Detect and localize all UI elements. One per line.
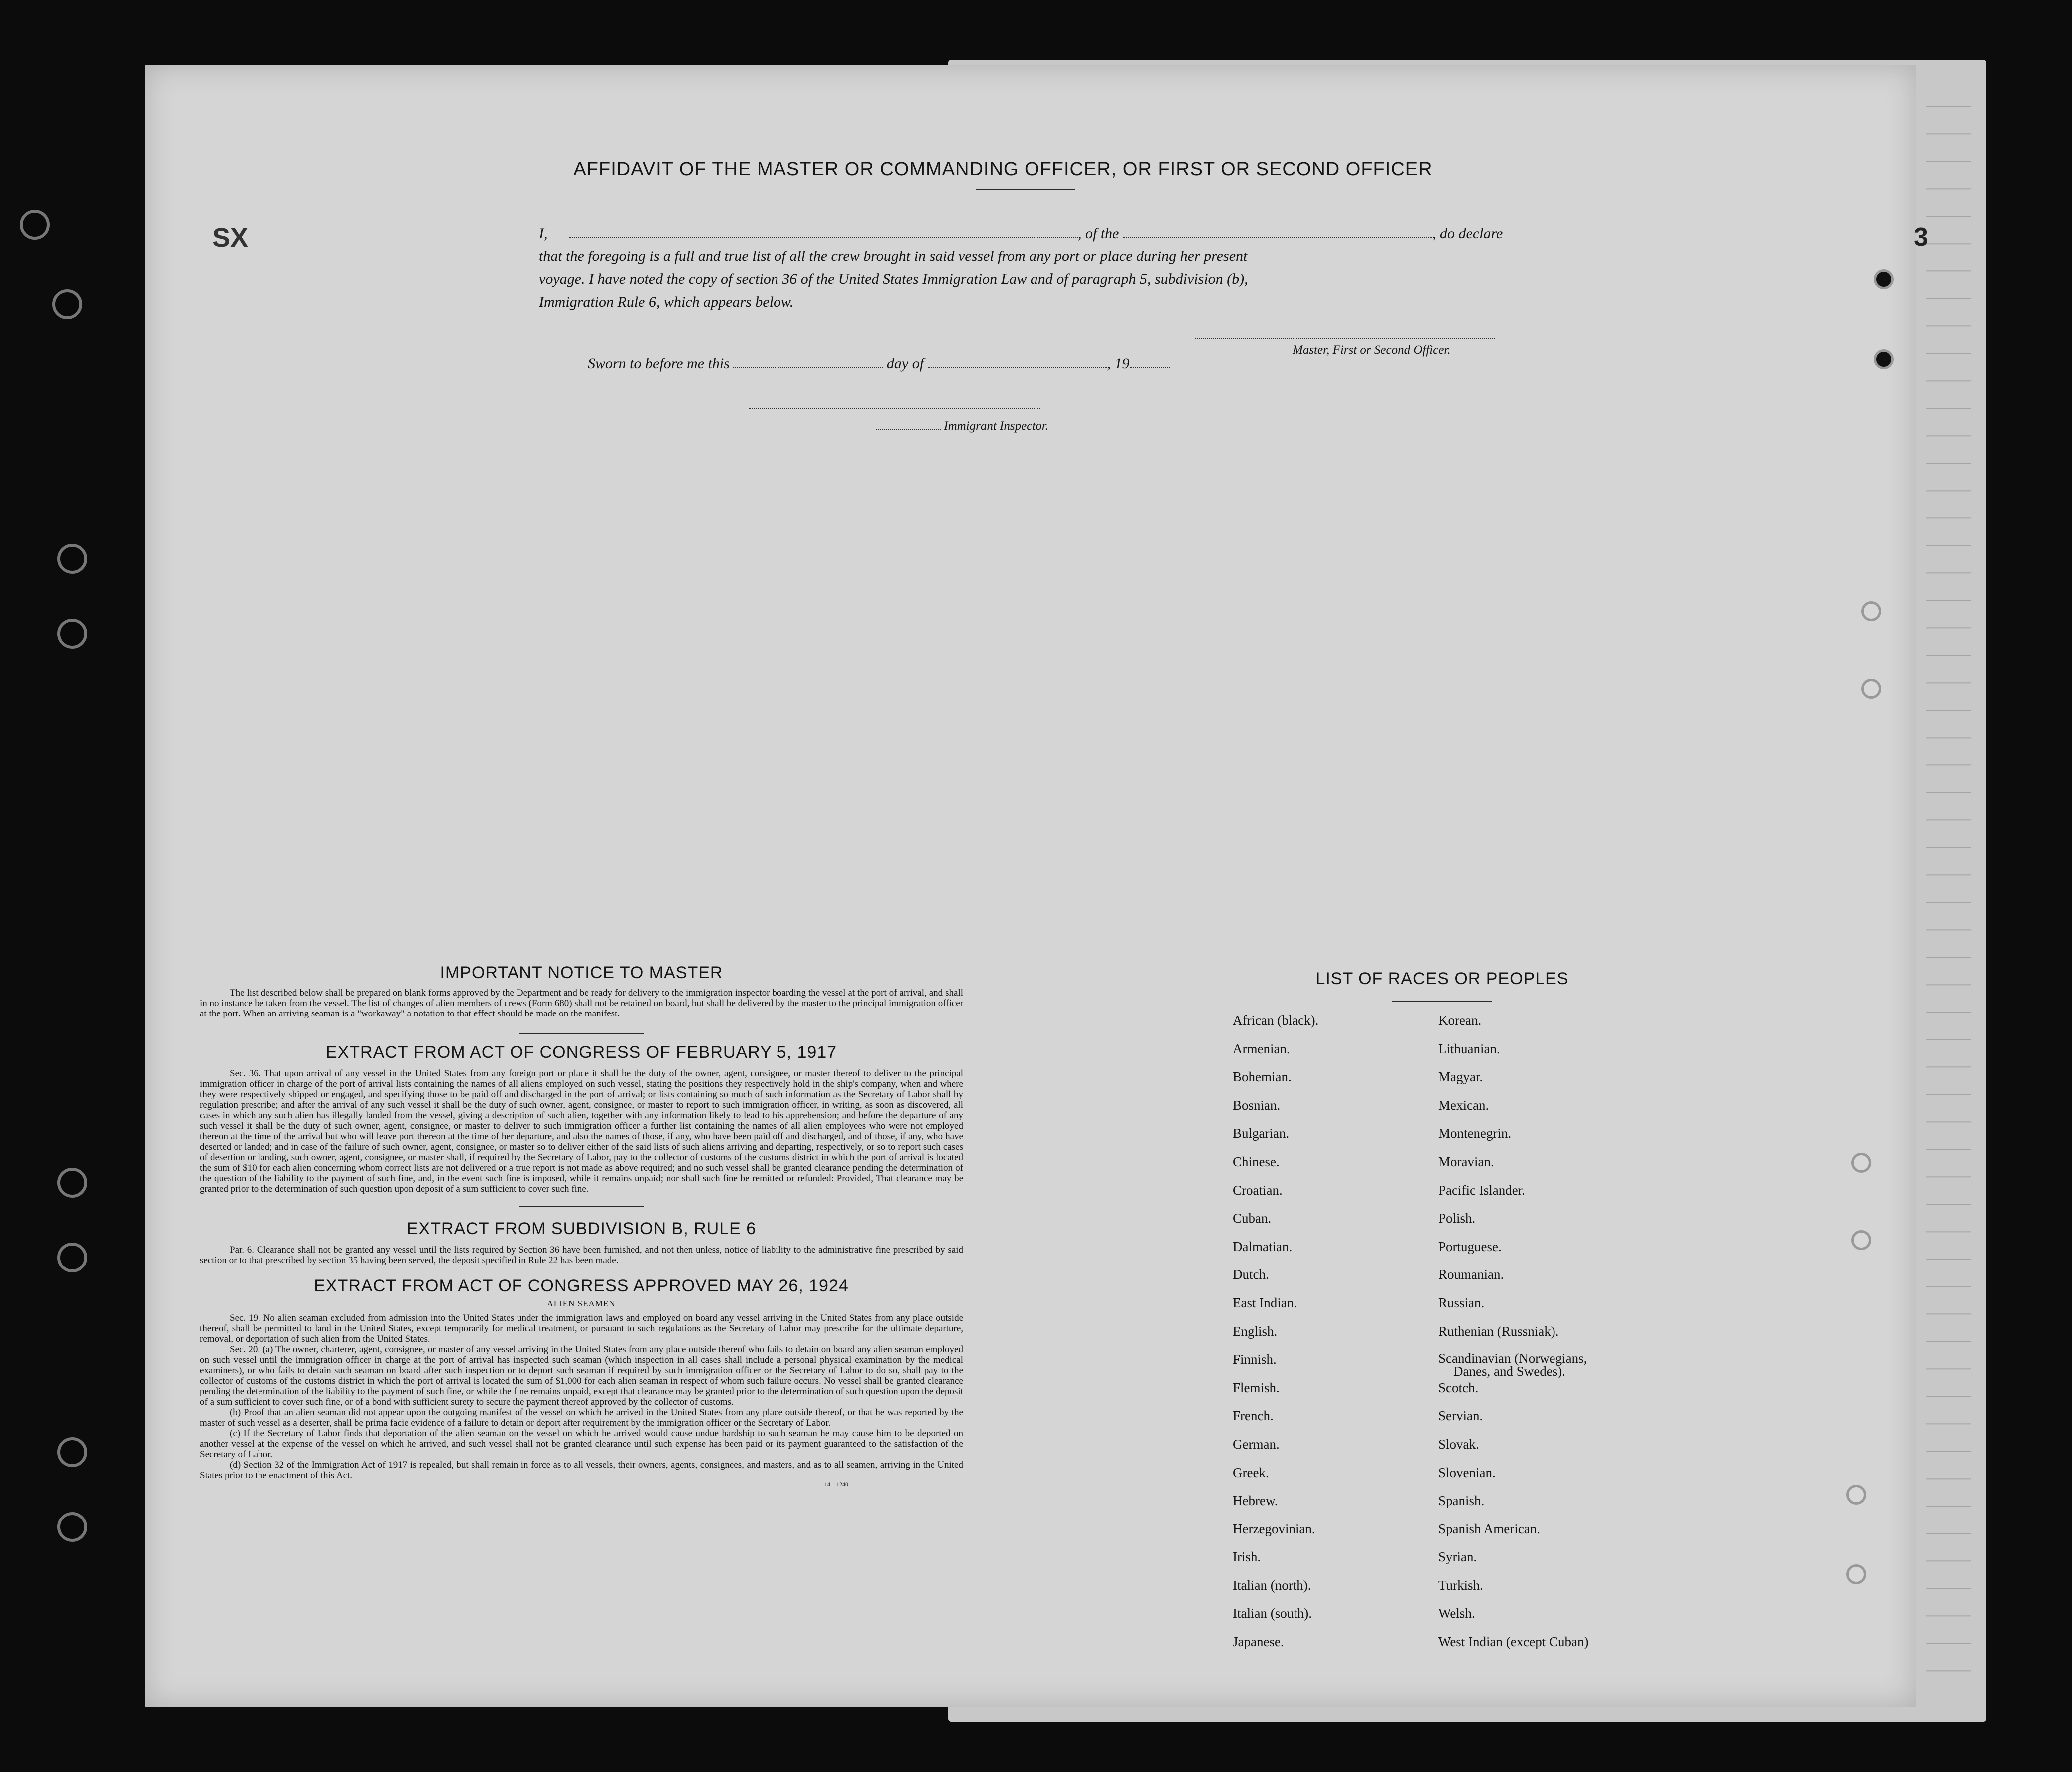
race-item: Flemish. xyxy=(1233,1380,1280,1395)
race-item xyxy=(1438,1211,1658,1239)
punch-hole-icon xyxy=(1874,269,1894,289)
race-item-label: Scandinavian (Norwegians, xyxy=(1438,1351,1587,1366)
race-item-label: Syrian. xyxy=(1438,1549,1477,1565)
notice-body: The list described below shall be prepared on blank forms approved by the Department and be ready for delivery to the immigration inspector boarding the vessel at the port of arrival, and shall in no instance be taken from the vessel. The list of changes of alien members of crews (Form 680) shall not be retained on board, but shall be delivered by the master to the principal immigration officer at the port. When an arriving seaman is a "workaway" a notation to that effect should be made on the manifest. xyxy=(200,988,963,1019)
race-item-label: Mexican. xyxy=(1438,1097,1489,1113)
inspector-prefix-blank xyxy=(876,429,941,430)
race-item xyxy=(1438,1521,1658,1550)
race-item-label: Pacific Islander. xyxy=(1438,1182,1525,1198)
race-item-label: Portuguese. xyxy=(1438,1239,1502,1254)
race-item-label: Slovenian. xyxy=(1438,1465,1496,1480)
race-item xyxy=(1438,1295,1658,1324)
race-item-continuation: Danes, and Swedes). xyxy=(1453,1364,1565,1379)
divider xyxy=(519,1206,644,1207)
extract-1917-title: EXTRACT FROM ACT OF CONGRESS OF FEBRUARY 5, 1917 xyxy=(325,1043,837,1062)
punch-hole-icon xyxy=(57,544,87,574)
race-item-label: Magyar. xyxy=(1438,1069,1483,1085)
extract-1924-subtitle: ALIEN SEAMEN xyxy=(547,1299,616,1308)
race-item: African (black). xyxy=(1233,1013,1319,1028)
race-item xyxy=(1438,1578,1658,1606)
race-item: Armenian. xyxy=(1233,1041,1290,1056)
affidavit-declaration xyxy=(539,222,1522,314)
race-item: Dutch. xyxy=(1233,1267,1269,1282)
punch-hole-icon xyxy=(52,289,82,319)
race-item xyxy=(1438,1239,1658,1267)
punch-hole-icon xyxy=(1874,349,1894,369)
rule-6-title: EXTRACT FROM SUBDIVISION B, RULE 6 xyxy=(406,1219,757,1238)
declaration-line-2: that the foregoing is a full and true list of all the crew brought in said vessel from any port or place during her present xyxy=(539,248,1248,264)
race-item-label: Welsh. xyxy=(1438,1606,1475,1621)
punch-hole-icon xyxy=(57,1512,87,1542)
extract-1917-body: Sec. 36. That upon arrival of any vessel in the United States from any foreign port or place it shall be the duty of the owner, agent, consignee, or master thereof to deliver to the principal immigration officer in charge of the port of arrival lists containing the names of all aliens employed on such vessel, stating the positions they respectively hold in the ship's company, when and where they were respectively shipped or engaged, and specifying those to be paid off and discharged in the port of arrival; or lists containing so much of such information as the Secretary of Labor shall by regulation prescribe; and after the arrival of any such vessel it shall be the duty of such owner, agent, consignee, or master to report to such immigration officer, in writing, as soon as discovered, all cases in which any such alien has illegally landed from the vessel, giving a description of such alien, together with any information likely to lead to his apprehension; and before the departure of any such vessel it shall be the duty of such owner, agent, consignee, or master to deliver to such immigration officer a further list containing the names of all alien employees who were not employed thereon at the time of the arrival but who will leave port thereon at the time of her departure, and also the names of those, if any, who have been paid off and discharged, and of those, if any, who have deserted or landed; and in case of the failure of such owner, agent, consignee, or master so to deliver either of the said lists of such aliens arriving and departing, respectively, or so to report such cases of desertion or landing, such owner, agent, consignee, or master shall, if required by the Secretary of Labor, pay to the collector of customs of the customs district in which the port of arrival is located the sum of $10 for each alien concerning whom correct lists are not delivered or a true report is not made as above required; and no such vessel shall be granted clearance pending the determination of the question of the liability to the payment of such fine, and, in the event such fine is imposed, while it remains unpaid; nor shall such fine be remitted or refunded: Provided, That clearance may be granted prior to the determination of such question upon deposit of a sum sufficient to cover such fine. xyxy=(200,1068,963,1194)
race-item: Italian (north). xyxy=(1233,1577,1311,1593)
race-item-label: Scotch. xyxy=(1438,1380,1479,1395)
race-item: Bohemian. xyxy=(1233,1069,1292,1085)
sworn-month-blank xyxy=(928,367,1107,368)
punch-hole-icon xyxy=(1851,1230,1871,1250)
declaration-line-1 xyxy=(539,222,1522,245)
race-item xyxy=(1438,1041,1658,1070)
race-item-label: Slovak. xyxy=(1438,1436,1479,1452)
punch-hole-icon xyxy=(20,210,50,240)
races-right-column xyxy=(1438,1013,1658,1663)
race-item xyxy=(1438,1267,1658,1295)
race-item xyxy=(1438,1183,1658,1211)
race-item: East Indian. xyxy=(1233,1295,1297,1310)
corner-mark-left: SX xyxy=(212,223,249,253)
race-item: German. xyxy=(1233,1436,1280,1452)
race-item-label: West Indian (except Cuban) xyxy=(1438,1634,1589,1650)
race-item xyxy=(1438,1465,1658,1494)
name-blank xyxy=(569,237,1078,238)
notices-column xyxy=(200,963,963,1488)
race-item: English. xyxy=(1233,1323,1278,1339)
race-item-label: Moravian. xyxy=(1438,1154,1494,1169)
vessel-blank xyxy=(1123,237,1432,238)
race-item: Irish. xyxy=(1233,1549,1261,1565)
race-item xyxy=(1438,1606,1658,1634)
signature-blank xyxy=(1195,338,1495,339)
rule-6-body: Par. 6. Clearance shall not be granted any vessel until the lists required by Section 36 have been furnished, and not then unless, notice of liability to the administrative fine prescribed by said section or to that prescribed by section 35 having been served, the deposit specified in Rule 22 has been made. xyxy=(200,1245,963,1266)
race-item xyxy=(1438,1098,1658,1126)
races-title-rule xyxy=(1392,1001,1492,1002)
declaration-i: I, xyxy=(539,225,548,242)
title-rule xyxy=(976,189,1075,190)
race-item: Dalmatian. xyxy=(1233,1239,1293,1254)
race-item: Finnish. xyxy=(1233,1352,1277,1367)
race-item-label: Servian. xyxy=(1438,1408,1483,1424)
race-item: Greek. xyxy=(1233,1465,1269,1480)
sec-19: Sec. 19. No alien seaman excluded from admission into the United States under the immigration laws and employed on board any vessel arriving in the United States from any place outside thereof, shall be permitted to land in the United States, except temporarily for medical treatment, or pursuant to such regulations as the Secretary of Labor may prescribe for the ultimate departure, removal, or deportation of such alien from the United States. xyxy=(200,1313,963,1344)
race-item: French. xyxy=(1233,1408,1274,1424)
race-item: Bulgarian. xyxy=(1233,1126,1290,1141)
race-item xyxy=(1438,1013,1658,1041)
punch-hole-icon xyxy=(1861,601,1881,621)
race-item xyxy=(1438,1493,1658,1521)
race-item xyxy=(1438,1352,1658,1380)
race-item-label: Lithuanian. xyxy=(1438,1041,1500,1056)
punch-hole-icon xyxy=(1846,1485,1866,1505)
sworn-line xyxy=(588,355,1170,372)
inspector-blank xyxy=(749,408,1040,409)
punch-hole-icon xyxy=(57,1437,87,1467)
race-item: Herzegovinian. xyxy=(1233,1521,1315,1536)
race-item xyxy=(1438,1408,1658,1437)
sworn-year: , 19 xyxy=(1107,355,1130,372)
sworn-prefix: Sworn to before me this xyxy=(588,355,730,372)
races-title: LIST OF RACES OR PEOPLES xyxy=(1315,969,1569,988)
punch-hole-icon xyxy=(1846,1564,1866,1584)
race-item-label: Spanish American. xyxy=(1438,1521,1540,1536)
declaration-line-4: Immigration Rule 6, which appears below. xyxy=(539,294,794,310)
inspector-line xyxy=(876,419,1048,433)
race-item xyxy=(1438,1126,1658,1154)
race-item: Italian (south). xyxy=(1233,1606,1312,1621)
sworn-year-blank xyxy=(1130,367,1170,368)
corner-mark-right: 3 xyxy=(1914,223,1928,252)
race-item-label: Korean. xyxy=(1438,1013,1482,1028)
punch-hole-icon xyxy=(57,1243,87,1272)
signature-label: Master, First or Second Officer. xyxy=(1293,343,1451,357)
race-item xyxy=(1438,1324,1658,1352)
race-item: Cuban. xyxy=(1233,1211,1272,1226)
race-item: Hebrew. xyxy=(1233,1493,1278,1509)
race-item xyxy=(1438,1380,1658,1409)
race-item-label: Roumanian. xyxy=(1438,1267,1504,1282)
race-item-label: Spanish. xyxy=(1438,1493,1485,1509)
declaration-do-declare: , do declare xyxy=(1432,225,1503,242)
race-item xyxy=(1438,1437,1658,1465)
punch-hole-icon xyxy=(57,1168,87,1198)
punch-hole-icon xyxy=(1861,679,1881,699)
sec-20a: Sec. 20. (a) The owner, charterer, agent, consignee, or master of any vessel arriving in the United States from any place outside thereof who fails to detain on board any alien seaman employed on such vessel until the immigration officer in charge at the port of arrival has inspected such seaman (which inspection in all cases shall include a personal physical examination by the medical examiners), or who fails to detain such seaman on board after such inspection or to deport such seaman if required by such immigration officer or the Secretary of Labor to do so, shall pay to the collector of customs of the customs district in which the port of arrival is located the sum of $1,000 for each alien seaman in respect of whom such failure occurs. No vessel shall be granted clearance pending the determination of the liability to the payment of such fine, or while the fine remains unpaid, except that clearance may be granted prior to the determination of such question upon the deposit of a sum sufficient to cover such fine, or of a bond with sufficient surety to secure the payment thereof approved by the collector of customs. xyxy=(200,1344,963,1407)
affidavit-title: AFFIDAVIT OF THE MASTER OR COMMANDING OFFICER, OR FIRST OR SECOND OFFICER xyxy=(573,159,1433,180)
race-item-label: Polish. xyxy=(1438,1211,1476,1226)
race-item xyxy=(1438,1154,1658,1183)
race-item: Bosnian. xyxy=(1233,1097,1281,1113)
sec-20b: (b) Proof that an alien seaman did not appear upon the outgoing manifest of the vessel on which he arrived in the United States from any place outside thereof, or that he was reported by the master of such vessel as a deserter, shall be prima facie evidence of a failure to detain or deport after requirement by the immigration officer or the Secretary of Labor. xyxy=(200,1407,963,1428)
race-item-label: Ruthenian (Russniak). xyxy=(1438,1323,1559,1339)
back-sheet-ruled-edge xyxy=(1926,80,1971,1677)
form-number: 14—1240 xyxy=(824,1481,848,1488)
divider xyxy=(519,1033,644,1034)
punch-hole-icon xyxy=(57,619,87,649)
races-left-column xyxy=(1233,1013,1452,1663)
extract-1924-title: EXTRACT FROM ACT OF CONGRESS APPROVED MAY 26, 1924 xyxy=(314,1276,849,1295)
declaration-line-3: voyage. I have noted the copy of section 36 of the United States Immigration Law and of paragraph 5, subdivision (b), xyxy=(539,271,1248,287)
race-item-label: Russian. xyxy=(1438,1295,1485,1310)
race-item xyxy=(1438,1634,1658,1663)
notice-title: IMPORTANT NOTICE TO MASTER xyxy=(440,963,723,982)
punch-hole-icon xyxy=(1851,1153,1871,1173)
declaration-of-the: , of the xyxy=(1078,225,1119,242)
race-item: Chinese. xyxy=(1233,1154,1280,1169)
race-item-label: Montenegrin. xyxy=(1438,1126,1512,1141)
sworn-day-blank xyxy=(733,367,883,368)
inspector-label: Immigrant Inspector. xyxy=(944,419,1048,433)
race-item: Japanese. xyxy=(1233,1634,1284,1650)
race-item xyxy=(1438,1069,1658,1098)
sec-20d: (d) Section 32 of the Immigration Act of 1917 is repealed, but shall remain in force as to all vessels, their owners, agents, consignees, and masters, and as to all seamen, arriving in the United States prior to the enactment of this Act. xyxy=(200,1460,963,1481)
sworn-day-of: day of xyxy=(886,355,924,372)
race-item: Croatian. xyxy=(1233,1182,1283,1198)
race-item xyxy=(1438,1549,1658,1578)
sec-20c: (c) If the Secretary of Labor finds that deportation of the alien seaman on the vessel on which he arrived would cause undue hardship to such seaman he may cause him to be deported on another vessel at the expense of the vessel on which he arrived, and such vessel shall not be granted clearance until such expense has been paid or its payment guaranteed to the satisfaction of the Secretary of Labor. xyxy=(200,1428,963,1460)
race-item-label: Turkish. xyxy=(1438,1577,1483,1593)
